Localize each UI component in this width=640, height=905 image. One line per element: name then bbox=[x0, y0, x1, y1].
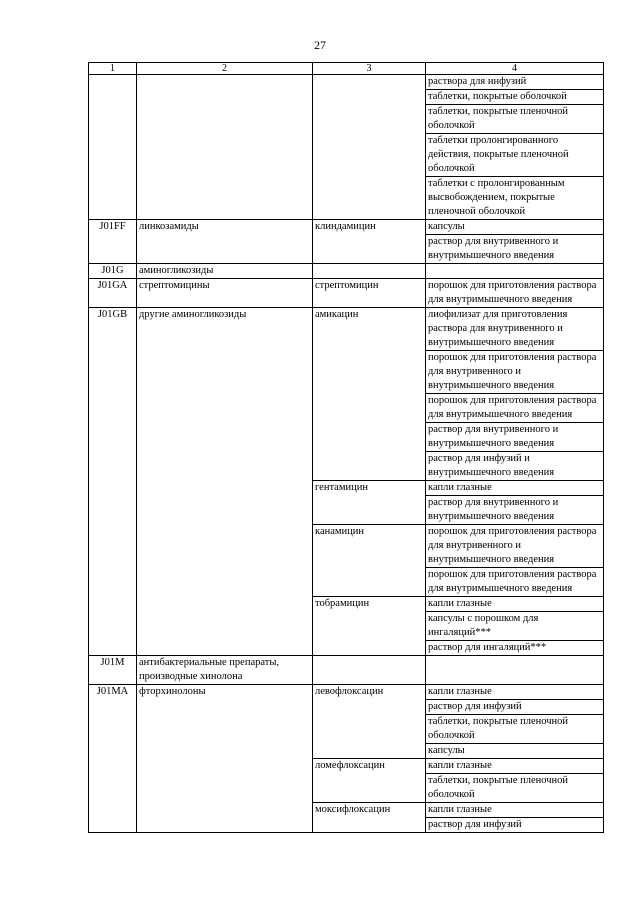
group-name-cell bbox=[137, 715, 313, 744]
drug-name-cell bbox=[313, 656, 426, 685]
atc-code-cell bbox=[89, 452, 137, 481]
table-row bbox=[89, 90, 604, 105]
drug-name-cell bbox=[313, 700, 426, 715]
dosage-form-cell: раствор для инфузий и внутримышечного введения bbox=[426, 452, 604, 481]
atc-code-cell: J01G bbox=[89, 264, 137, 279]
dosage-form-cell: порошок для приготовления раствора для внутримышечного введения bbox=[426, 568, 604, 597]
drug-table bbox=[88, 62, 604, 833]
drug-name-cell bbox=[313, 496, 426, 525]
dosage-form-cell: таблетки пролонгированного действия, покрытые пленочной оболочкой bbox=[426, 134, 604, 177]
group-name-cell bbox=[137, 759, 313, 774]
group-name-cell: фторхинолоны bbox=[137, 685, 313, 700]
group-name-cell bbox=[137, 423, 313, 452]
drug-name-cell: гентамицин bbox=[313, 481, 426, 496]
drug-name-cell bbox=[313, 818, 426, 833]
atc-code-cell bbox=[89, 177, 137, 220]
table-row bbox=[89, 452, 604, 481]
atc-code-cell: J01MA bbox=[89, 685, 137, 700]
drug-name-cell: левофлоксацин bbox=[313, 685, 426, 700]
group-name-cell bbox=[137, 235, 313, 264]
dosage-form-cell: таблетки, покрытые пленочной оболочкой bbox=[426, 774, 604, 803]
dosage-form-cell bbox=[426, 656, 604, 685]
group-name-cell bbox=[137, 700, 313, 715]
dosage-form-cell: раствор для внутривенного и внутримышечного введения bbox=[426, 235, 604, 264]
drug-name-cell bbox=[313, 177, 426, 220]
drug-name-cell bbox=[313, 105, 426, 134]
dosage-form-cell: раствор для инфузий bbox=[426, 700, 604, 715]
table-row bbox=[89, 744, 604, 759]
drug-name-cell bbox=[313, 641, 426, 656]
header-cell-1: 1 bbox=[89, 63, 137, 75]
dosage-form-cell: таблетки, покрытые оболочкой bbox=[426, 90, 604, 105]
table-row bbox=[89, 700, 604, 715]
dosage-form-cell: таблетки, покрытые пленочной оболочкой bbox=[426, 715, 604, 744]
atc-code-cell bbox=[89, 235, 137, 264]
table-row bbox=[89, 308, 604, 351]
group-name-cell bbox=[137, 818, 313, 833]
dosage-form-cell: порошок для приготовления раствора для внутримышечного введения bbox=[426, 394, 604, 423]
table-row bbox=[89, 423, 604, 452]
group-name-cell: другие аминогликозиды bbox=[137, 308, 313, 351]
table-row bbox=[89, 641, 604, 656]
atc-code-cell bbox=[89, 105, 137, 134]
dosage-form-cell: порошок для приготовления раствора для внутривенного и внутримышечного введения bbox=[426, 525, 604, 568]
atc-code-cell bbox=[89, 525, 137, 568]
table-row bbox=[89, 496, 604, 525]
atc-code-cell bbox=[89, 818, 137, 833]
drug-name-cell bbox=[313, 774, 426, 803]
drug-name-cell bbox=[313, 423, 426, 452]
table-row bbox=[89, 105, 604, 134]
drug-name-cell bbox=[313, 134, 426, 177]
table-row bbox=[89, 568, 604, 597]
table-row bbox=[89, 279, 604, 308]
atc-code-cell bbox=[89, 803, 137, 818]
dosage-form-cell: капсулы bbox=[426, 220, 604, 235]
dosage-form-cell: капли глазные bbox=[426, 803, 604, 818]
atc-code-cell bbox=[89, 715, 137, 744]
dosage-form-cell: раствора для инфузий bbox=[426, 75, 604, 90]
dosage-form-cell: капли глазные bbox=[426, 597, 604, 612]
table-row bbox=[89, 351, 604, 394]
table-row bbox=[89, 264, 604, 279]
group-name-cell bbox=[137, 105, 313, 134]
group-name-cell bbox=[137, 612, 313, 641]
drug-name-cell bbox=[313, 568, 426, 597]
group-name-cell bbox=[137, 641, 313, 656]
atc-code-cell bbox=[89, 612, 137, 641]
atc-code-cell: J01GA bbox=[89, 279, 137, 308]
group-name-cell bbox=[137, 134, 313, 177]
dosage-form-cell: капли глазные bbox=[426, 759, 604, 774]
drug-name-cell: моксифлоксацин bbox=[313, 803, 426, 818]
atc-code-cell bbox=[89, 774, 137, 803]
atc-code-cell: J01M bbox=[89, 656, 137, 685]
dosage-form-cell: лиофилизат для приготовления раствора для внутривенного и внутримышечного введения bbox=[426, 308, 604, 351]
atc-code-cell: J01GB bbox=[89, 308, 137, 351]
dosage-form-cell bbox=[426, 264, 604, 279]
group-name-cell bbox=[137, 394, 313, 423]
group-name-cell bbox=[137, 75, 313, 90]
group-name-cell bbox=[137, 803, 313, 818]
table-row bbox=[89, 481, 604, 496]
group-name-cell: стрептомицины bbox=[137, 279, 313, 308]
dosage-form-cell: раствор для инфузий bbox=[426, 818, 604, 833]
atc-code-cell: J01FF bbox=[89, 220, 137, 235]
group-name-cell bbox=[137, 351, 313, 394]
table-row bbox=[89, 220, 604, 235]
table-row bbox=[89, 75, 604, 90]
table-row bbox=[89, 803, 604, 818]
drug-name-cell: канамицин bbox=[313, 525, 426, 568]
atc-code-cell bbox=[89, 641, 137, 656]
group-name-cell bbox=[137, 774, 313, 803]
drug-name-cell: стрептомицин bbox=[313, 279, 426, 308]
table-header-row bbox=[89, 63, 604, 75]
table-row bbox=[89, 759, 604, 774]
atc-code-cell bbox=[89, 597, 137, 612]
group-name-cell bbox=[137, 481, 313, 496]
atc-code-cell bbox=[89, 744, 137, 759]
table-row bbox=[89, 818, 604, 833]
group-name-cell: антибактериальные препараты, производные хинолона bbox=[137, 656, 313, 685]
dosage-form-cell: капсулы bbox=[426, 744, 604, 759]
dosage-form-cell: раствор для внутривенного и внутримышечного введения bbox=[426, 496, 604, 525]
table-row bbox=[89, 715, 604, 744]
drug-name-cell bbox=[313, 452, 426, 481]
header-cell-2: 2 bbox=[137, 63, 313, 75]
dosage-form-cell: раствор для внутривенного и внутримышечного введения bbox=[426, 423, 604, 452]
group-name-cell bbox=[137, 597, 313, 612]
table-row bbox=[89, 525, 604, 568]
atc-code-cell bbox=[89, 496, 137, 525]
group-name-cell bbox=[137, 744, 313, 759]
header-cell-3: 3 bbox=[313, 63, 426, 75]
group-name-cell bbox=[137, 452, 313, 481]
atc-code-cell bbox=[89, 90, 137, 105]
drug-name-cell bbox=[313, 235, 426, 264]
drug-name-cell bbox=[313, 715, 426, 744]
drug-name-cell: клиндамицин bbox=[313, 220, 426, 235]
drug-name-cell: ломефлоксацин bbox=[313, 759, 426, 774]
dosage-form-cell: капли глазные bbox=[426, 481, 604, 496]
table-row bbox=[89, 774, 604, 803]
table-row bbox=[89, 685, 604, 700]
atc-code-cell bbox=[89, 423, 137, 452]
table-row bbox=[89, 235, 604, 264]
drug-name-cell bbox=[313, 612, 426, 641]
drug-name-cell bbox=[313, 351, 426, 394]
group-name-cell bbox=[137, 90, 313, 105]
header-cell-4: 4 bbox=[426, 63, 604, 75]
dosage-form-cell: таблетки с пролонгированным высвобождением, покрытые пленочной оболочкой bbox=[426, 177, 604, 220]
drug-name-cell bbox=[313, 75, 426, 90]
group-name-cell bbox=[137, 496, 313, 525]
drug-name-cell: тобрамицин bbox=[313, 597, 426, 612]
atc-code-cell bbox=[89, 351, 137, 394]
dosage-form-cell: таблетки, покрытые пленочной оболочкой bbox=[426, 105, 604, 134]
atc-code-cell bbox=[89, 700, 137, 715]
group-name-cell: аминогликозиды bbox=[137, 264, 313, 279]
drug-name-cell: амикацин bbox=[313, 308, 426, 351]
group-name-cell bbox=[137, 568, 313, 597]
atc-code-cell bbox=[89, 481, 137, 496]
group-name-cell: линкозамиды bbox=[137, 220, 313, 235]
table-row bbox=[89, 177, 604, 220]
page-number: 27 bbox=[314, 38, 326, 52]
drug-name-cell bbox=[313, 394, 426, 423]
group-name-cell bbox=[137, 177, 313, 220]
group-name-cell bbox=[137, 525, 313, 568]
table-row bbox=[89, 394, 604, 423]
atc-code-cell bbox=[89, 75, 137, 90]
atc-code-cell bbox=[89, 568, 137, 597]
table-row bbox=[89, 612, 604, 641]
drug-name-cell bbox=[313, 90, 426, 105]
dosage-form-cell: капли глазные bbox=[426, 685, 604, 700]
dosage-form-cell: капсулы с порошком для ингаляций*** bbox=[426, 612, 604, 641]
drug-name-cell bbox=[313, 744, 426, 759]
table-row bbox=[89, 134, 604, 177]
dosage-form-cell: раствор для ингаляций*** bbox=[426, 641, 604, 656]
atc-code-cell bbox=[89, 134, 137, 177]
table-row bbox=[89, 656, 604, 685]
dosage-form-cell: порошок для приготовления раствора для внутривенного и внутримышечного введения bbox=[426, 351, 604, 394]
drug-name-cell bbox=[313, 264, 426, 279]
table-row bbox=[89, 597, 604, 612]
atc-code-cell bbox=[89, 394, 137, 423]
dosage-form-cell: порошок для приготовления раствора для внутримышечного введения bbox=[426, 279, 604, 308]
atc-code-cell bbox=[89, 759, 137, 774]
